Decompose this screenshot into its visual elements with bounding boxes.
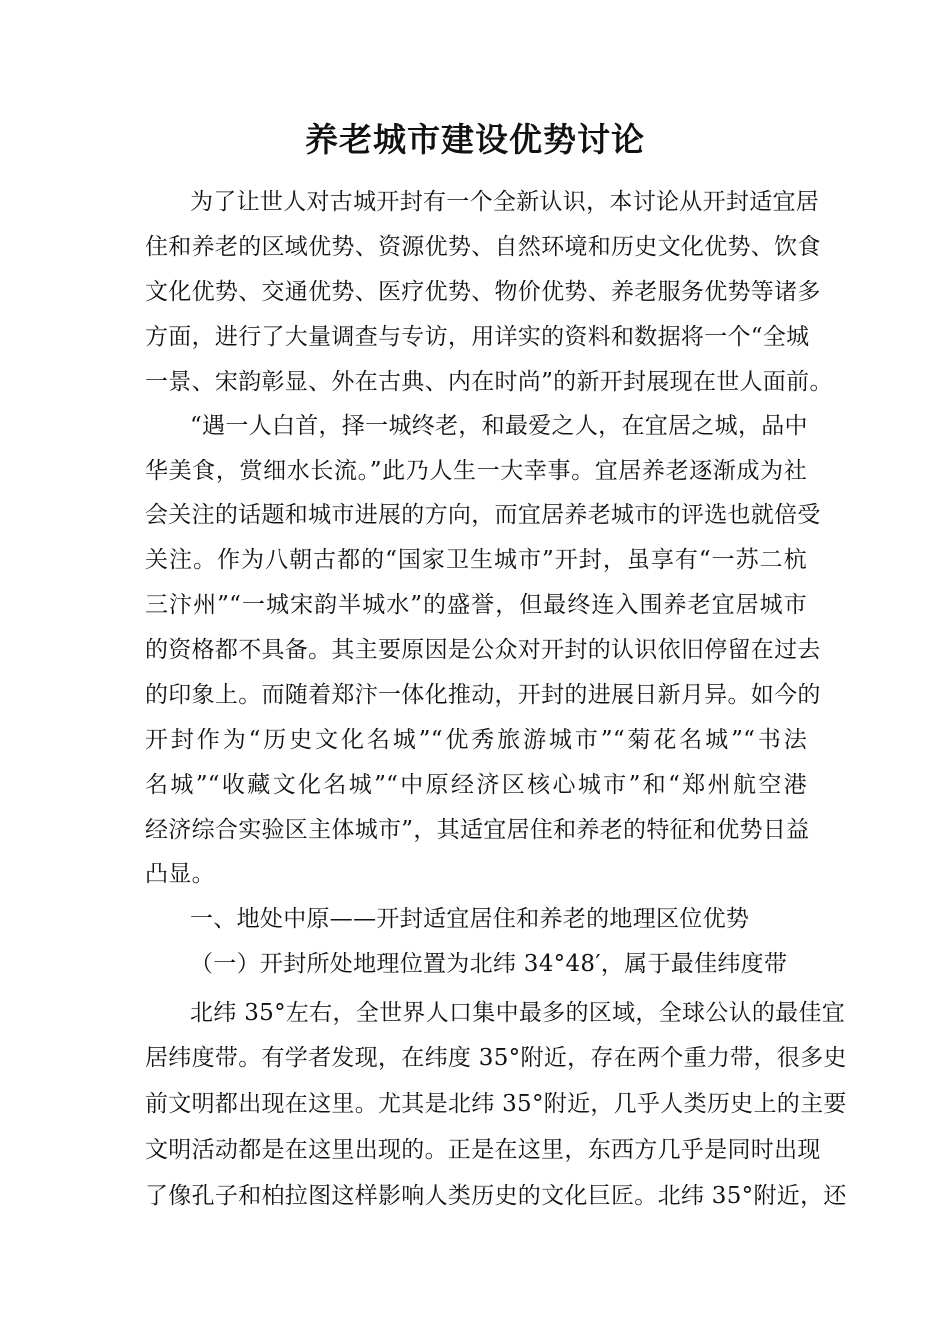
paragraph-line: “遇一人白首，择一城终老，和最爱之人，在宜居之城，品中 [190, 413, 808, 439]
paragraph-line: 住和养老的区域优势、资源优势、自然环境和历史文化优势、饮食 [145, 234, 821, 260]
paragraph-line: 的资格都不具备。其主要原因是公众对开封的认识依旧停留在过去 [145, 637, 821, 663]
paragraph-line: 文明活动都是在这里出现的。正是在这里，东西方几乎是同时出现 [145, 1137, 821, 1163]
paragraph-line: 开封作为“历史文化名城”“优秀旅游城市”“菊花名城”“书法 [145, 727, 807, 753]
paragraph-line: 华美食，赏细水长流。”此乃人生一大幸事。宜居养老逐渐成为社 [145, 458, 807, 484]
paragraph-line: 北纬 35°左右，全世界人口集中最多的区域，全球公认的最佳宜 [190, 1000, 846, 1026]
subsection-heading: （一）开封所处地理位置为北纬 34°48′，属于最佳纬度带 [190, 951, 788, 977]
paragraph-line: 文化优势、交通优势、医疗优势、物价优势、养老服务优势等诸多 [145, 279, 821, 305]
section-heading: 一、地处中原——开封适宜居住和养老的地理区位优势 [190, 906, 750, 932]
paragraph-line: 前文明都出现在这里。尤其是北纬 35°附近，几乎人类历史上的主要 [145, 1091, 847, 1117]
paragraph-line: 凸显。 [145, 861, 215, 887]
paragraph-line: 经济综合实验区主体城市”，其适宜居住和养老的特征和优势日益 [145, 817, 810, 843]
paragraph-line: 关注。作为八朝古都的“国家卫生城市”开封，虽享有“一苏二杭 [145, 547, 807, 573]
paragraph-line: 一景、宋韵彰显、外在古典、内在时尚”的新开封展现在世人面前。 [145, 369, 833, 395]
paragraph-line: 方面，进行了大量调查与专访，用详实的资料和数据将一个“全城 [145, 324, 810, 350]
paragraph-line: 为了让世人对古城开封有一个全新认识，本讨论从开封适宜居 [190, 189, 820, 215]
paragraph-line: 的印象上。而随着郑汴一体化推动，开封的进展日新月异。如今的 [145, 682, 821, 708]
paragraph-line: 名城”“收藏文化名城”“中原经济区核心城市”和“郑州航空港 [145, 772, 807, 798]
paragraph-line: 会关注的话题和城市进展的方向，而宜居养老城市的评选也就倍受 [145, 502, 821, 528]
paragraph-line: 三汴州”“一城宋韵半城水”的盛誉，但最终连入围养老宜居城市 [145, 592, 807, 618]
paragraph-line: 居纬度带。有学者发现，在纬度 35°附近，存在两个重力带，很多史 [145, 1045, 847, 1071]
paragraph-line: 了像孔子和柏拉图这样影响人类历史的文化巨匠。北纬 35°附近，还 [145, 1183, 847, 1209]
document-title: 养老城市建设优势讨论 [305, 120, 645, 159]
